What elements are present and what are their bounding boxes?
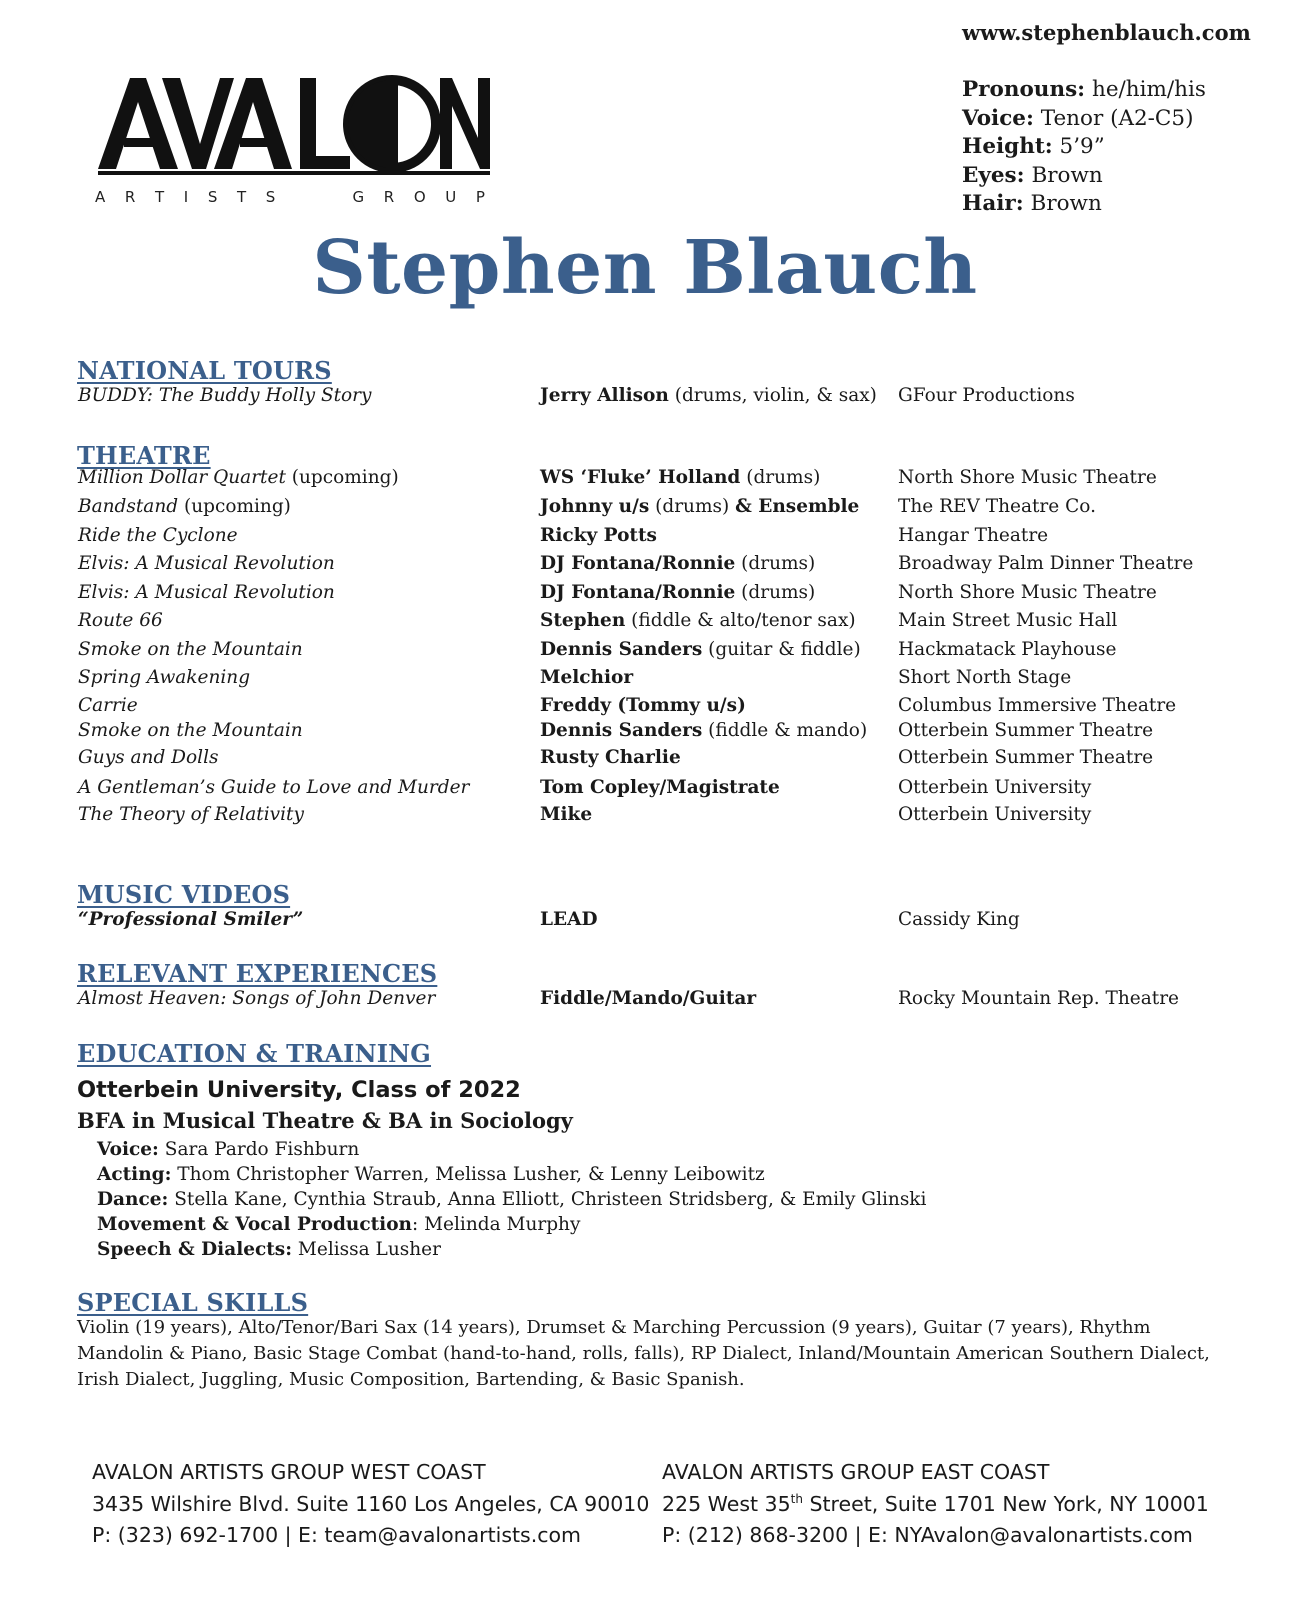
education-school: Otterbein University, Class of 2022 <box>77 1077 521 1103</box>
credit-role: Jerry Allison (drums, violin, & sax) <box>540 385 877 406</box>
credit-role: Freddy (Tommy u/s) <box>540 695 746 716</box>
credit-show: Spring Awakening <box>78 667 251 688</box>
credit-row <box>0 639 1290 667</box>
credit-row <box>0 385 1290 413</box>
stat-height: Height: 5’9” <box>962 134 1105 159</box>
footer-west-title: AVALON ARTISTS GROUP WEST COAST <box>92 1460 486 1484</box>
credit-role: Stephen (fiddle & alto/tenor sax) <box>540 610 856 631</box>
credit-company: Columbus Immersive Theatre <box>898 695 1177 716</box>
section-title-relevant-experiences: RELEVANT EXPERIENCES <box>77 959 438 988</box>
section-title-education: EDUCATION & TRAINING <box>77 1039 432 1068</box>
section-title-theatre: THEATRE <box>77 441 211 470</box>
section-title-special-skills: SPECIAL SKILLS <box>77 1288 309 1317</box>
credit-show: Almost Heaven: Songs of John Denver <box>78 988 436 1009</box>
logo-subtitle: A R T I S T S G R O U P <box>95 188 485 206</box>
stat-pronouns: Pronouns: he/him/his <box>962 77 1206 102</box>
stat-eyes: Eyes: Brown <box>962 162 1103 188</box>
credit-role: Dennis Sanders (guitar & fiddle) <box>540 639 861 660</box>
credit-show: BUDDY: The Buddy Holly Story <box>78 385 372 406</box>
training-movement: Movement & Vocal Production: Melinda Murphy <box>97 1214 581 1235</box>
credit-company: Hangar Theatre <box>898 525 1049 546</box>
credit-role: Rusty Charlie <box>540 747 681 768</box>
website-url: www.stephenblauch.com <box>962 20 1251 45</box>
credit-role: Tom Copley/Magistrate <box>540 777 780 798</box>
special-skills-text: Violin (19 years), Alto/Tenor/Bari Sax (14 years), Drumset & Marching Percussion (9 years), Guitar (7 years), Rhythm Mandolin & Piano, Basic Stage Combat (hand-to-hand, rolls, falls), RP Dialect, Inland/Mountain American Southern Dialect, Irish Dialect, Juggling, Music Composition, Bartending, & Basic Spanish. <box>77 1317 1210 1390</box>
credit-company: Main Street Music Hall <box>898 610 1118 631</box>
section-title-national-tours: NATIONAL TOURS <box>77 356 332 385</box>
credit-show: Million Dollar Quartet (upcoming) <box>78 467 399 488</box>
credit-role: Johnny u/s (drums) & Ensemble <box>540 496 860 517</box>
footer-east-coast <box>662 1457 1209 1552</box>
training-speech: Speech & Dialects: Melissa Lusher <box>97 1239 441 1260</box>
logo-letter-o-bar <box>386 80 398 168</box>
logo-letter-n <box>440 78 490 169</box>
performer-name: Stephen Blauch <box>312 225 978 311</box>
credit-row <box>0 747 1290 775</box>
credit-row <box>0 525 1290 553</box>
footer-west-coast <box>92 1457 649 1552</box>
credit-row <box>0 777 1290 805</box>
credit-row <box>0 720 1290 748</box>
credit-show: Elvis: A Musical Revolution <box>78 582 335 603</box>
credit-company: Short North Stage <box>898 667 1072 688</box>
credit-role: Melchior <box>540 667 634 688</box>
credit-show: Smoke on the Mountain <box>78 639 303 660</box>
credit-show: Bandstand (upcoming) <box>78 496 291 517</box>
actor-stats <box>962 76 1206 219</box>
credit-row <box>0 988 1290 1016</box>
credit-company: Cassidy King <box>898 909 1020 930</box>
credit-show: Route 66 <box>78 610 163 631</box>
credit-company: GFour Productions <box>898 385 1075 406</box>
credit-company: Rocky Mountain Rep. Theatre <box>898 988 1179 1009</box>
stat-voice: Voice: Tenor (A2-C5) <box>962 105 1194 131</box>
footer-east-contact: P: (212) 868-3200 | E: NYAvalon@avalonartists.com <box>662 1523 1193 1547</box>
credit-company: Otterbein Summer Theatre <box>898 720 1154 741</box>
training-dance: Dance: Stella Kane, Cynthia Straub, Anna Elliott, Christeen Stridsberg, & Emily Glinski <box>97 1189 927 1210</box>
credit-show: “Professional Smiler” <box>78 909 304 930</box>
credit-role: Dennis Sanders (fiddle & mando) <box>540 720 868 741</box>
footer-west-address: 3435 Wilshire Blvd. Suite 1160 Los Angeles, CA 90010 <box>92 1491 650 1516</box>
footer-east-address: 225 West 35th Street, Suite 1701 New York, NY 10001 <box>662 1491 1209 1516</box>
footer-east-title: AVALON ARTISTS GROUP EAST COAST <box>662 1460 1050 1484</box>
credit-company: Otterbein Summer Theatre <box>898 747 1154 768</box>
credit-row <box>0 582 1290 610</box>
credit-company: Hackmatack Playhouse <box>898 639 1117 660</box>
credit-show: Smoke on the Mountain <box>78 720 303 741</box>
credit-row <box>0 553 1290 581</box>
credit-row <box>0 667 1290 695</box>
section-title-music-videos: MUSIC VIDEOS <box>77 880 291 909</box>
credit-role: DJ Fontana/Ronnie (drums) <box>540 582 816 603</box>
logo-crossbar-a2 <box>240 138 268 147</box>
credit-row <box>0 496 1290 524</box>
credit-row <box>0 804 1290 832</box>
credit-role: Mike <box>540 804 593 825</box>
credit-company: North Shore Music Theatre <box>898 582 1157 603</box>
credit-role: LEAD <box>540 909 598 930</box>
credit-company: Broadway Palm Dinner Theatre <box>898 553 1194 574</box>
credit-role: WS ‘Fluke’ Holland (drums) <box>540 467 821 488</box>
credit-show: Guys and Dolls <box>78 747 219 768</box>
credit-row <box>0 467 1290 495</box>
credit-company: Otterbein University <box>898 777 1092 798</box>
logo-crossbar-a1 <box>124 138 154 147</box>
credit-role: Fiddle/Mando/Guitar <box>540 988 757 1009</box>
credit-show: Ride the Cyclone <box>78 525 238 546</box>
credit-show: Carrie <box>78 695 138 716</box>
credit-show: Elvis: A Musical Revolution <box>78 553 335 574</box>
credit-row <box>0 695 1290 723</box>
education-degree: BFA in Musical Theatre & BA in Sociology <box>77 1108 573 1133</box>
credit-company: The REV Theatre Co. <box>898 496 1096 517</box>
credit-row <box>0 909 1290 937</box>
training-acting: Acting: Thom Christopher Warren, Melissa Lusher, & Lenny Leibowitz <box>97 1164 765 1185</box>
credit-company: North Shore Music Theatre <box>898 467 1157 488</box>
credit-role: Ricky Potts <box>540 525 657 546</box>
credit-company: Otterbein University <box>898 804 1092 825</box>
footer-west-contact: P: (323) 692-1700 | E: team@avalonartists.com <box>92 1523 582 1547</box>
credit-show: The Theory of Relativity <box>78 804 304 825</box>
credit-show: A Gentleman’s Guide to Love and Murder <box>78 777 470 798</box>
stat-hair: Hair: Brown <box>962 191 1102 216</box>
logo-letter-l <box>300 78 350 169</box>
credit-role: DJ Fontana/Ronnie (drums) <box>540 553 816 574</box>
training-voice: Voice: Sara Pardo Fishburn <box>97 1139 360 1160</box>
logo-underline <box>98 171 490 175</box>
credit-row <box>0 610 1290 638</box>
logo-letter-a1 <box>98 78 178 169</box>
